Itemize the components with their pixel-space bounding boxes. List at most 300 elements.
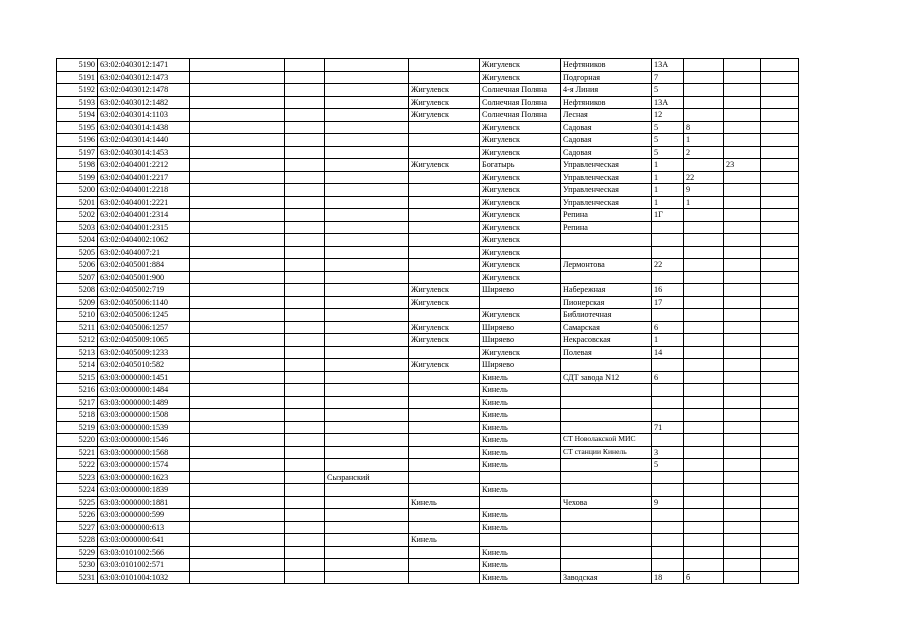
cell-district [325,484,409,497]
cell-house [652,484,684,497]
cell-col-12 [761,334,799,347]
cell-col-4 [285,346,325,359]
cell-col-3 [190,446,285,459]
cell-city [409,459,480,472]
cell-city [409,521,480,534]
cell-apartment [724,296,761,309]
cell-street: Нефтяников [561,96,652,109]
cell-locality [480,534,561,547]
cell-locality: Жигулевск [480,146,561,159]
cell-house: 16 [652,284,684,297]
cell-col-12 [761,96,799,109]
cell-col-12 [761,309,799,322]
cell-house: 6 [652,371,684,384]
cell-street [561,246,652,259]
cell-city [409,384,480,397]
cell-city [409,196,480,209]
cell-district [325,271,409,284]
cell-apartment [724,196,761,209]
cell-building [684,334,724,347]
cell-apartment [724,59,761,72]
cell-house: 5 [652,146,684,159]
cell-building: 22 [684,171,724,184]
cell-cadastral-number: 63:02:0405009:1233 [98,346,190,359]
cell-city: Кинель [409,496,480,509]
table-row [57,159,799,172]
cell-locality: Солнечная Поляна [480,84,561,97]
table-row [57,321,799,334]
table-row [57,184,799,197]
cell-row-number: 5231 [57,571,98,584]
cell-district [325,346,409,359]
cell-col-3 [190,296,285,309]
cell-house [652,509,684,522]
cell-district [325,384,409,397]
cell-col-12 [761,559,799,572]
cell-col-12 [761,171,799,184]
cell-street: 4-я Линия [561,84,652,97]
cell-locality [480,471,561,484]
cell-building [684,321,724,334]
cell-house: 1 [652,159,684,172]
cell-street: Заводская [561,571,652,584]
cell-col-4 [285,546,325,559]
cell-building: 8 [684,121,724,134]
cell-building [684,359,724,372]
cell-building [684,521,724,534]
cell-col-3 [190,346,285,359]
cell-col-3 [190,496,285,509]
cell-building [684,559,724,572]
cell-apartment [724,496,761,509]
cell-col-3 [190,196,285,209]
cell-col-3 [190,109,285,122]
cell-house: 13А [652,96,684,109]
cell-house: 7 [652,71,684,84]
cell-col-4 [285,534,325,547]
cell-house [652,384,684,397]
cell-district [325,409,409,422]
cell-cadastral-number: 63:02:0403014:1453 [98,146,190,159]
cell-district [325,396,409,409]
cell-col-4 [285,96,325,109]
table-row [57,446,799,459]
cell-house: 9 [652,496,684,509]
cell-apartment [724,521,761,534]
cell-col-4 [285,471,325,484]
cell-locality: Жигулевск [480,346,561,359]
cell-cadastral-number: 63:03:0000000:1539 [98,421,190,434]
cell-col-3 [190,559,285,572]
cell-col-4 [285,84,325,97]
cell-cadastral-number: 63:02:0405006:1257 [98,321,190,334]
cell-locality: Жигулевск [480,259,561,272]
cell-city: Жигулевск [409,296,480,309]
cell-col-3 [190,434,285,447]
cell-col-4 [285,484,325,497]
cell-row-number: 5199 [57,171,98,184]
cell-building [684,546,724,559]
cell-cadastral-number: 63:03:0101002:571 [98,559,190,572]
cell-house [652,271,684,284]
cell-col-4 [285,521,325,534]
cell-house [652,309,684,322]
cell-col-4 [285,159,325,172]
cell-row-number: 5195 [57,121,98,134]
cell-col-12 [761,346,799,359]
cell-city [409,471,480,484]
cell-row-number: 5208 [57,284,98,297]
cell-locality: Жигулевск [480,121,561,134]
table-row [57,496,799,509]
cell-apartment [724,484,761,497]
table-row [57,334,799,347]
cell-col-4 [285,496,325,509]
cell-street [561,484,652,497]
cell-house [652,521,684,534]
cell-col-4 [285,196,325,209]
cell-house: 6 [652,321,684,334]
cell-district: Сызранский [325,471,409,484]
table-body [57,59,799,584]
cell-building: 1 [684,196,724,209]
cell-street: Полевая [561,346,652,359]
cell-city [409,346,480,359]
cell-street: Некрасовская [561,334,652,347]
cell-locality: Жигулевск [480,134,561,147]
cell-col-12 [761,271,799,284]
table-row [57,521,799,534]
cell-district [325,296,409,309]
cell-col-4 [285,109,325,122]
cell-house: 1Г [652,209,684,222]
cell-building [684,234,724,247]
cell-house: 5 [652,459,684,472]
cell-cadastral-number: 63:02:0405001:900 [98,271,190,284]
cell-col-12 [761,396,799,409]
cell-house [652,246,684,259]
table-row [57,121,799,134]
cell-city [409,134,480,147]
cell-cadastral-number: 63:02:0404001:2218 [98,184,190,197]
cell-building [684,484,724,497]
cell-cadastral-number: 63:03:0000000:1881 [98,496,190,509]
cell-col-12 [761,521,799,534]
cell-district [325,509,409,522]
cell-street [561,559,652,572]
cell-building [684,434,724,447]
cell-locality: Кинель [480,434,561,447]
cell-row-number: 5193 [57,96,98,109]
cell-col-12 [761,359,799,372]
cell-district [325,171,409,184]
cell-street: Управленческая [561,196,652,209]
cell-district [325,196,409,209]
cell-building [684,346,724,359]
cell-locality: Жигулевск [480,59,561,72]
cell-col-3 [190,409,285,422]
cell-locality: Кинель [480,371,561,384]
cell-street: Садовая [561,146,652,159]
cell-building [684,271,724,284]
cell-apartment [724,396,761,409]
cell-street [561,521,652,534]
cell-house: 22 [652,259,684,272]
cell-city [409,571,480,584]
table-row [57,509,799,522]
cell-house: 18 [652,571,684,584]
table-row [57,246,799,259]
cell-apartment [724,321,761,334]
cell-city [409,271,480,284]
cell-col-4 [285,234,325,247]
cell-col-4 [285,259,325,272]
cell-apartment [724,109,761,122]
cell-col-3 [190,221,285,234]
cell-district [325,571,409,584]
table-row [57,559,799,572]
table-row [57,384,799,397]
cell-col-3 [190,484,285,497]
cell-district [325,459,409,472]
table-row [57,284,799,297]
cell-apartment: 23 [724,159,761,172]
cell-col-12 [761,546,799,559]
cell-col-3 [190,334,285,347]
cell-district [325,159,409,172]
cell-col-3 [190,159,285,172]
cell-district [325,371,409,384]
cell-building [684,496,724,509]
cell-col-4 [285,221,325,234]
cell-row-number: 5206 [57,259,98,272]
cell-house [652,471,684,484]
cell-col-4 [285,146,325,159]
cell-building [684,209,724,222]
cell-locality: Жигулевск [480,221,561,234]
cell-street: Управленческая [561,171,652,184]
cell-row-number: 5224 [57,484,98,497]
cell-cadastral-number: 63:02:0404001:2217 [98,171,190,184]
cell-cadastral-number: 63:02:0404002:1062 [98,234,190,247]
cell-col-4 [285,571,325,584]
cell-apartment [724,384,761,397]
table-row [57,546,799,559]
cell-street: Управленческая [561,159,652,172]
cell-row-number: 5230 [57,559,98,572]
cell-cadastral-number: 63:03:0101004:1032 [98,571,190,584]
cell-city [409,409,480,422]
cell-house [652,546,684,559]
cell-house: 71 [652,421,684,434]
cell-cadastral-number: 63:03:0000000:1484 [98,384,190,397]
cell-col-12 [761,209,799,222]
cell-row-number: 5205 [57,246,98,259]
cell-apartment [724,571,761,584]
cell-col-3 [190,509,285,522]
cell-building: б [684,571,724,584]
cell-locality [480,496,561,509]
cell-row-number: 5203 [57,221,98,234]
cell-col-3 [190,396,285,409]
cell-house: 3 [652,446,684,459]
cell-apartment [724,459,761,472]
cell-apartment [724,446,761,459]
cell-row-number: 5217 [57,396,98,409]
cell-locality: Жигулевск [480,246,561,259]
cell-building [684,534,724,547]
cell-apartment [724,559,761,572]
cell-street: СТ Новолакской МИС [561,434,652,447]
cell-locality: Ширяево [480,321,561,334]
cell-street [561,384,652,397]
table-row [57,396,799,409]
cell-district [325,146,409,159]
cell-street: Репина [561,221,652,234]
cell-col-4 [285,509,325,522]
cell-city [409,396,480,409]
cell-apartment [724,284,761,297]
cell-col-3 [190,184,285,197]
cell-city [409,234,480,247]
table-row [57,309,799,322]
cell-cadastral-number: 63:03:0000000:641 [98,534,190,547]
cell-cadastral-number: 63:02:0405006:1140 [98,296,190,309]
cell-street [561,459,652,472]
cell-city: Жигулевск [409,334,480,347]
cell-city [409,509,480,522]
cell-building: 2 [684,146,724,159]
cell-col-3 [190,371,285,384]
cell-street [561,471,652,484]
cell-cadastral-number: 63:02:0405002:719 [98,284,190,297]
cell-col-4 [285,384,325,397]
cell-city [409,259,480,272]
table-row [57,271,799,284]
cell-apartment [724,271,761,284]
cell-house [652,534,684,547]
cell-apartment [724,421,761,434]
cell-building [684,459,724,472]
cell-row-number: 5221 [57,446,98,459]
cell-locality: Кинель [480,521,561,534]
cell-col-4 [285,334,325,347]
cell-building [684,84,724,97]
cell-city: Жигулевск [409,96,480,109]
cell-col-3 [190,571,285,584]
cell-street [561,234,652,247]
cell-building [684,384,724,397]
cell-locality: Жигулевск [480,234,561,247]
cell-street: Лесная [561,109,652,122]
cell-row-number: 5220 [57,434,98,447]
cell-city [409,484,480,497]
cell-building [684,371,724,384]
cell-cadastral-number: 63:02:0405009:1065 [98,334,190,347]
cell-col-12 [761,496,799,509]
table-row [57,234,799,247]
cell-cadastral-number: 63:02:0405006:1245 [98,309,190,322]
cell-row-number: 5225 [57,496,98,509]
cell-street: Репина [561,209,652,222]
cell-house [652,409,684,422]
cell-city [409,371,480,384]
cell-city: Жигулевск [409,359,480,372]
cell-apartment [724,146,761,159]
cell-street [561,359,652,372]
table-row [57,459,799,472]
cell-col-4 [285,309,325,322]
cell-building [684,296,724,309]
cell-col-4 [285,434,325,447]
cell-city [409,146,480,159]
cell-col-3 [190,521,285,534]
cell-city [409,446,480,459]
cell-col-12 [761,459,799,472]
cell-house: 5 [652,84,684,97]
cell-apartment [724,71,761,84]
cell-apartment [724,359,761,372]
table-row [57,484,799,497]
table-row [57,209,799,222]
cell-locality: Кинель [480,509,561,522]
cell-row-number: 5214 [57,359,98,372]
cell-city [409,59,480,72]
cell-col-3 [190,284,285,297]
table-row [57,146,799,159]
cell-city [409,421,480,434]
table-row [57,434,799,447]
cell-city [409,121,480,134]
cell-street: Нефтяников [561,59,652,72]
table-row [57,196,799,209]
cell-house: 1 [652,334,684,347]
cell-locality: Богатырь [480,159,561,172]
cell-city [409,246,480,259]
cell-building: 9 [684,184,724,197]
cell-row-number: 5226 [57,509,98,522]
cell-locality: Кинель [480,396,561,409]
table-row [57,296,799,309]
table-row [57,359,799,372]
cell-col-12 [761,296,799,309]
cell-apartment [724,534,761,547]
cell-col-4 [285,284,325,297]
cell-cadastral-number: 63:03:0000000:1568 [98,446,190,459]
cell-street: Подгорная [561,71,652,84]
cell-row-number: 5222 [57,459,98,472]
cell-row-number: 5223 [57,471,98,484]
cell-col-3 [190,246,285,259]
cell-locality: Жигулевск [480,171,561,184]
cell-district [325,234,409,247]
cell-locality: Кинель [480,409,561,422]
cell-col-3 [190,71,285,84]
cell-district [325,209,409,222]
cell-district [325,184,409,197]
cell-cadastral-number: 63:02:0405001:884 [98,259,190,272]
cell-district [325,221,409,234]
cell-col-12 [761,234,799,247]
cell-building [684,259,724,272]
cell-row-number: 5210 [57,309,98,322]
cell-row-number: 5218 [57,409,98,422]
table-row [57,71,799,84]
cell-apartment [724,471,761,484]
cell-col-4 [285,459,325,472]
cell-col-3 [190,309,285,322]
table-row [57,59,799,72]
